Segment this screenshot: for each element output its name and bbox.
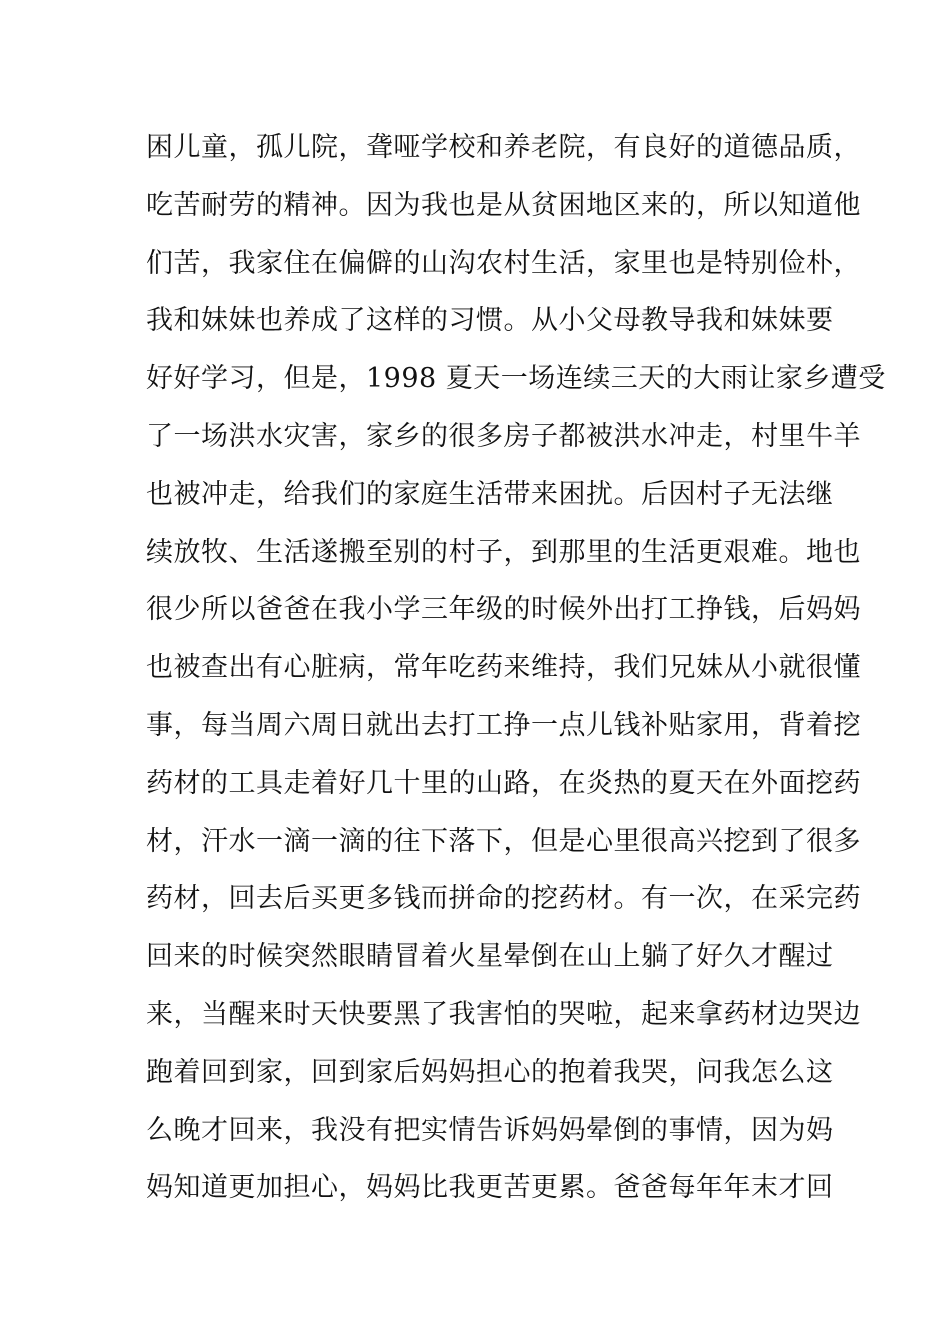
text-line: 来，当醒来时天快要黑了我害怕的哭啦，起来拿药材边哭边 <box>146 998 861 1030</box>
text-line: 好好学习，但是，1998 夏天一场连续三天的大雨让家乡遭受 <box>146 363 886 395</box>
text-line: 吃苦耐劳的精神。因为我也是从贫困地区来的，所以知道他 <box>146 189 861 221</box>
text-line: 也被冲走，给我们的家庭生活带来困扰。后因村子无法继 <box>146 478 834 510</box>
text-line: 药材，回去后买更多钱而拼命的挖药材。有一次，在采完药 <box>146 883 861 915</box>
text-line: 药材的工具走着好几十里的山路，在炎热的夏天在外面挖药 <box>146 767 861 799</box>
text-line: 跑着回到家，回到家后妈妈担心的抱着我哭，问我怎么这 <box>146 1056 834 1088</box>
text-line: 妈知道更加担心，妈妈比我更苦更累。爸爸每年年末才回 <box>146 1172 834 1204</box>
text-line: 我和妹妹也养成了这样的习惯。从小父母教导我和妹妹要 <box>146 305 834 337</box>
text-line: 回来的时候突然眼睛冒着火星晕倒在山上躺了好久才醒过 <box>146 941 834 973</box>
text-line: 材，汗水一滴一滴的往下落下，但是心里很高兴挖到了很多 <box>146 825 861 857</box>
text-line: 么晚才回来，我没有把实情告诉妈妈晕倒的事情，因为妈 <box>146 1114 834 1146</box>
text-line: 了一场洪水灾害，家乡的很多房子都被洪水冲走，村里牛羊 <box>146 420 861 452</box>
text-line: 很少所以爸爸在我小学三年级的时候外出打工挣钱，后妈妈 <box>146 594 861 626</box>
text-line: 续放牧、生活遂搬至别的村子，到那里的生活更艰难。地也 <box>146 536 861 568</box>
text-line: 们苦，我家住在偏僻的山沟农村生活，家里也是特别俭朴， <box>146 247 861 279</box>
text-line: 事，每当周六周日就出去打工挣一点儿钱补贴家用，背着挖 <box>146 709 861 741</box>
body-text <box>146 128 886 1226</box>
text-line: 困儿童，孤儿院，聋哑学校和养老院，有良好的道德品质， <box>146 132 861 163</box>
text-line: 也被查出有心脏病，常年吃药来维持，我们兄妹从小就很懂 <box>146 652 861 684</box>
